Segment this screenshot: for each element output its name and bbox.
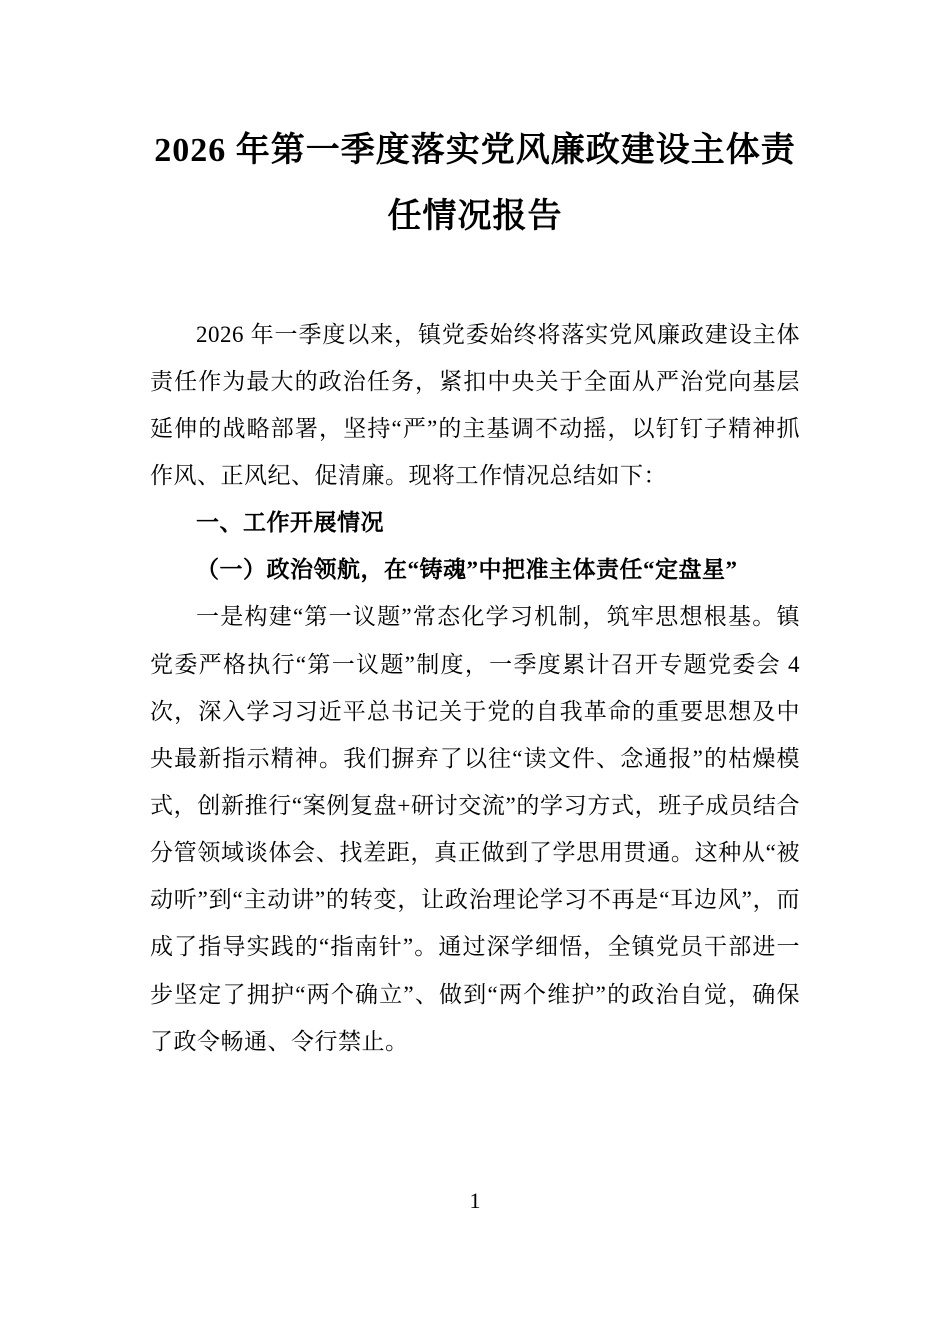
document-body [150,311,800,1065]
body-paragraph: 一是构建“第一议题”常态化学习机制，筑牢思想根基。镇党委严格执行“第一议题”制度，一季度累计召开专题党委会 4 次，深入学习习近平总书记关于党的自我革命的重要思想及中央最新指示精神。我们摒弃了以往“读文件、念通报”的枯燥模式，创新推行“案例复盘+研讨交流”的学习方式，班子成员结合分管领域谈体会、找差距，真正做到了学思用贯通。这种从“被动听”到“主动讲”的转变，让政治理论学习不再是“耳边风”，而成了指导实践的“指南针”。通过深学细悟，全镇党员干部进一步坚定了拥护“两个确立”、做到“两个维护”的政治自觉，确保了政令畅通、令行禁止。 [150,604,800,1054]
subsection-heading: （一）政治领航，在“铸魂”中把准主体责任“定盘星” [196,557,738,583]
section-heading: 一、工作开展情况 [196,510,384,536]
page-number: 1 [469,1188,481,1213]
body-paragraph: 2026 年一季度以来，镇党委始终将落实党风廉政建设主体责任作为最大的政治任务，紧扣中央关于全面从严治党向基层延伸的战略部署，坚持“严”的主基调不动摇，以钉钉子精神抓作风、正风纪、促清廉。现将工作情况总结如下： [150,321,800,489]
page-title: 2026 年第一季度落实党风廉政建设主体责任情况报告 [154,132,796,236]
